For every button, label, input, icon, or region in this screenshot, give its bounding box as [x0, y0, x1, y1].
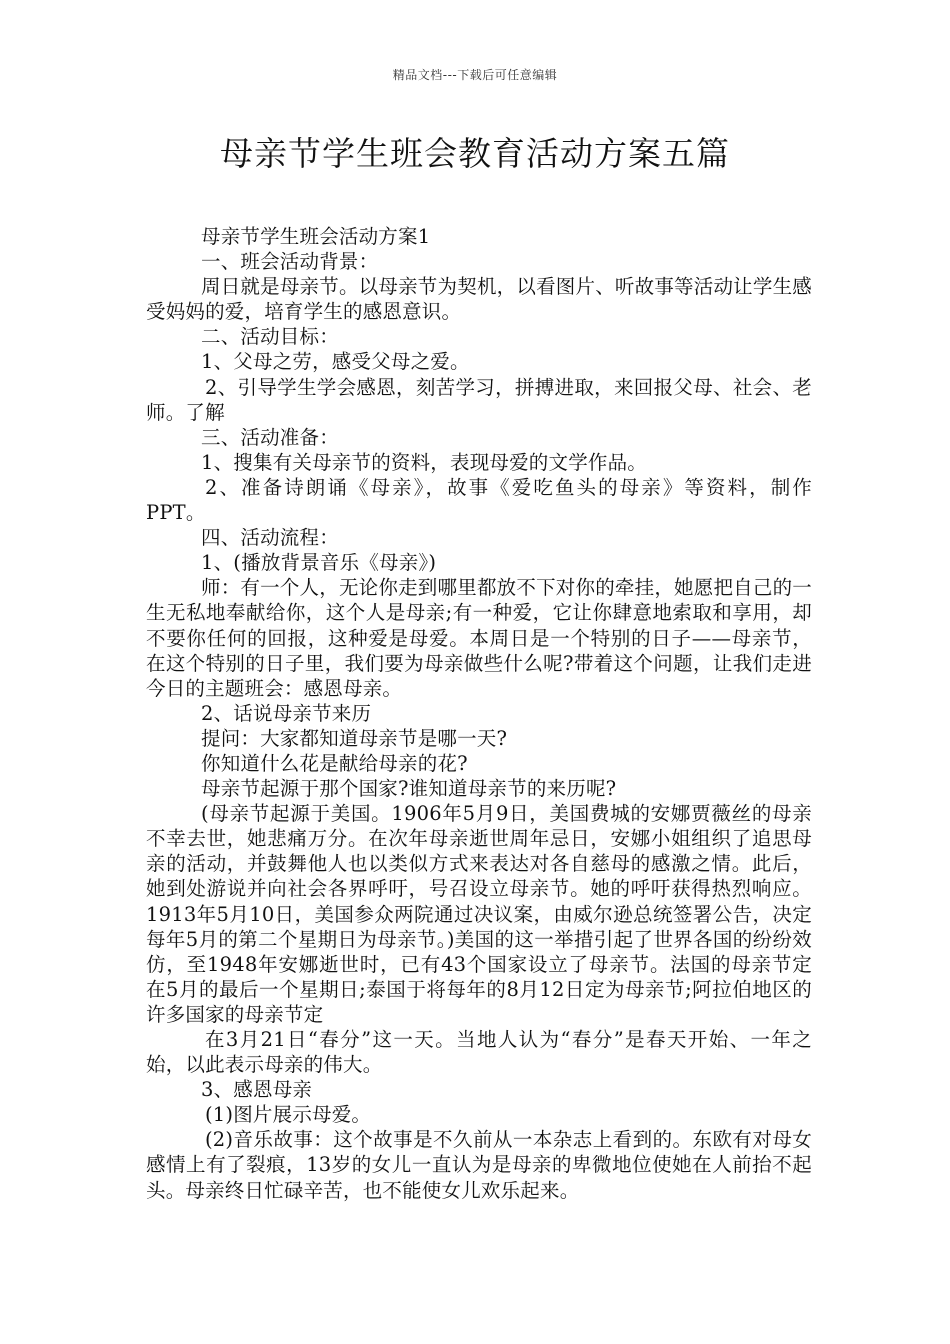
- document-title: 母亲节学生班会教育活动方案五篇: [220, 134, 730, 173]
- subsection-heading: 二、活动目标：: [201, 325, 339, 349]
- subsection-heading: 四、活动流程：: [201, 526, 339, 550]
- list-item: 3、感恩母亲: [201, 1078, 313, 1102]
- list-item: 1、父母之劳，感受父母之爱。: [201, 350, 470, 374]
- subsection-heading: 一、班会活动背景：: [201, 250, 379, 274]
- document-body: [146, 224, 812, 1203]
- paragraph: (2)音乐故事：这个故事是不久前从一本杂志上看到的。东欧有对母女感情上有了裂痕，13岁的女儿一直认为是母亲的卑微地位使她在人前抬不起头。母亲终日忙碌辛苦，也不能使女儿欢乐起来。: [146, 1128, 812, 1202]
- section-heading: 母亲节学生班会活动方案1: [201, 225, 431, 248]
- subsection-heading: 三、活动准备：: [201, 425, 339, 449]
- list-item: (1)图片展示母爱。: [205, 1103, 372, 1127]
- list-item: 1、搜集有关母亲节的资料，表现母爱的文学作品。: [201, 450, 648, 474]
- paragraph: 你知道什么花是献给母亲的花?: [201, 751, 468, 775]
- list-item: 2、话说母亲节来历: [201, 701, 372, 725]
- paragraph: 提问：大家都知道母亲节是哪一天?: [201, 726, 508, 750]
- paragraph: 母亲节起源于那个国家?谁知道母亲节的来历呢?: [201, 777, 617, 801]
- paragraph: 师：有一个人，无论你走到哪里都放不下对你的牵挂，她愿把自己的一生无私地奉献给你，这个人是母亲;有一种爱，它让你肆意地索取和享用，却不要你任何的回报，这种爱是母爱。本周日是一个特别的日子——母亲节，在这个特别的日子里，我们要为母亲做些什么呢?带着这个问题，让我们走进今日的主题班会：感恩母亲。: [146, 576, 812, 700]
- paragraph: (母亲节起源于美国。1906年5月9日，美国费城的安娜贾薇丝的母亲不幸去世，她悲痛万分。在次年母亲逝世周年忌日，安娜小姐组织了追思母亲的活动，并鼓舞他人也以类似方式来表达对各自慈母的感激之情。此后，她到处游说并向社会各界呼吁，号召设立母亲节。她的呼吁获得热烈响应。1913年5月10日，美国参众两院通过决议案，由威尔逊总统签署公告，决定每年5月的第二个星期日为母亲节。)美国的这一举措引起了世界各国的纷纷效仿，至1948年安娜逝世时，已有43个国家设立了母亲节。法国的母亲节定在5月的最后一个星期日;泰国于将每年的8月12日定为母亲节;阿拉伯地区的许多国家的母亲节定: [146, 802, 812, 1026]
- list-item: 1、(播放背景音乐《母亲》): [201, 551, 437, 575]
- page-header: 精品文档---下载后可任意编辑: [392, 68, 558, 82]
- paragraph: 在3月21日“春分”这一天。当地人认为“春分”是春天开始、一年之始，以此表示母亲的伟大。: [146, 1028, 812, 1077]
- list-item: 2、引导学生学会感恩，刻苦学习，拼搏进取，来回报父母、社会、老师。了解: [146, 375, 812, 424]
- list-item: 2、准备诗朗诵《母亲》，故事《爱吃鱼头的母亲》等资料，制作PPT。: [146, 475, 812, 525]
- paragraph: 周日就是母亲节。以母亲节为契机，以看图片、听故事等活动让学生感受妈妈的爱，培育学生的感恩意识。: [146, 275, 812, 324]
